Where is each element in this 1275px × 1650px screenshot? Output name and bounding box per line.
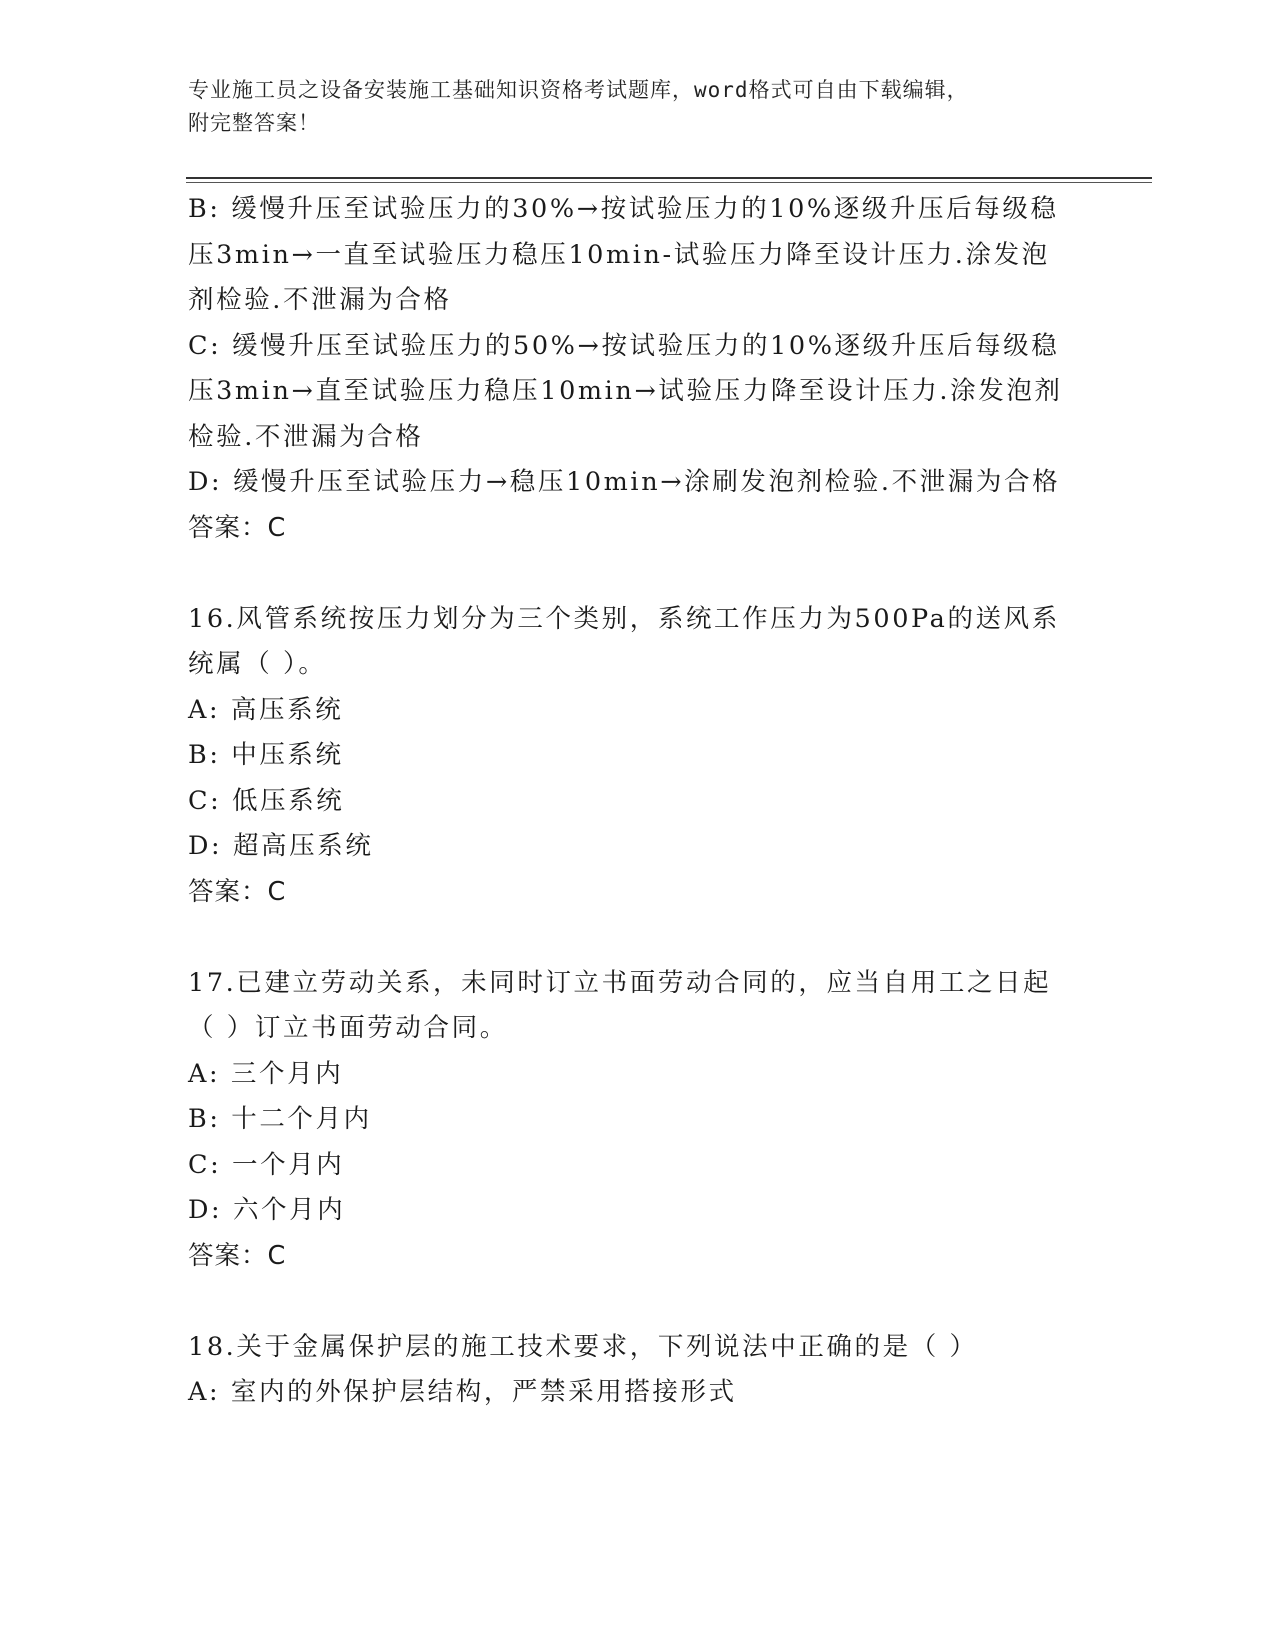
option-a: A: 室内的外保护层结构，严禁采用搭接形式 — [188, 1377, 737, 1407]
header-divider-thick — [186, 177, 1152, 179]
option-d: D: 超高压系统 — [188, 831, 374, 861]
header-line-2: 附完整答案！ — [188, 111, 320, 135]
answer: 答案：C — [188, 876, 287, 907]
spacer — [188, 1279, 1088, 1325]
option-c-line-1: C: 缓慢升压至试验压力的50%→按试验压力的10%逐级升压后每级稳 — [188, 330, 1060, 361]
option-c-line-2: 压3min→直至试验压力稳压10min→试验压力降至设计压力.涂发泡剂 — [188, 376, 1063, 406]
option-b-line-2: 压3min→一直至试验压力稳压10min-试验压力降至设计压力.涂发泡 — [188, 239, 1050, 270]
question-stem-line-2: 统属（ ）。 — [188, 649, 327, 679]
option-c-line-3: 检验.不泄漏为合格 — [188, 421, 424, 452]
option-b-line-1: B: 缓慢升压至试验压力的30%→按试验压力的10%逐级升压后每级稳 — [188, 194, 1059, 224]
question-17 — [188, 961, 1088, 1280]
answer: 答案：C — [188, 1240, 287, 1271]
answer: 答案：C — [188, 512, 287, 543]
option-d: D: 六个月内 — [188, 1195, 346, 1225]
option-a: A: 高压系统 — [188, 694, 344, 725]
spacer — [188, 551, 1088, 597]
question-stem-line-2: （ ）订立书面劳动合同。 — [188, 1013, 508, 1043]
option-d: D: 缓慢升压至试验压力→稳压10min→涂刷发泡剂检验.不泄漏为合格 — [188, 467, 1061, 497]
page-header — [188, 74, 1068, 140]
option-c: C: 一个月内 — [188, 1149, 345, 1180]
option-b-line-3: 剂检验.不泄漏为合格 — [188, 285, 452, 315]
question-18 — [188, 1325, 1088, 1416]
option-a: A: 三个月内 — [188, 1058, 344, 1089]
question-content — [188, 187, 1088, 1416]
option-b: B: 十二个月内 — [188, 1104, 372, 1134]
question-stem-line-1: 16.风管系统按压力划分为三个类别，系统工作压力为500Pa的送风系 — [188, 603, 1060, 634]
question-stem-line-1: 17.已建立劳动关系，未同时订立书面劳动合同的，应当自用工之日起 — [188, 967, 1052, 998]
header-line-1: 专业施工员之设备安装施工基础知识资格考试题库，word格式可自由下载编辑， — [188, 78, 969, 102]
option-b: B: 中压系统 — [188, 740, 344, 770]
option-c: C: 低压系统 — [188, 785, 345, 816]
question-stem-line-1: 18.关于金属保护层的施工技术要求，下列说法中正确的是（ ） — [188, 1331, 978, 1362]
question-15-continued — [188, 187, 1088, 551]
header-divider-thin — [186, 182, 1152, 183]
spacer — [188, 915, 1088, 961]
question-16 — [188, 597, 1088, 916]
